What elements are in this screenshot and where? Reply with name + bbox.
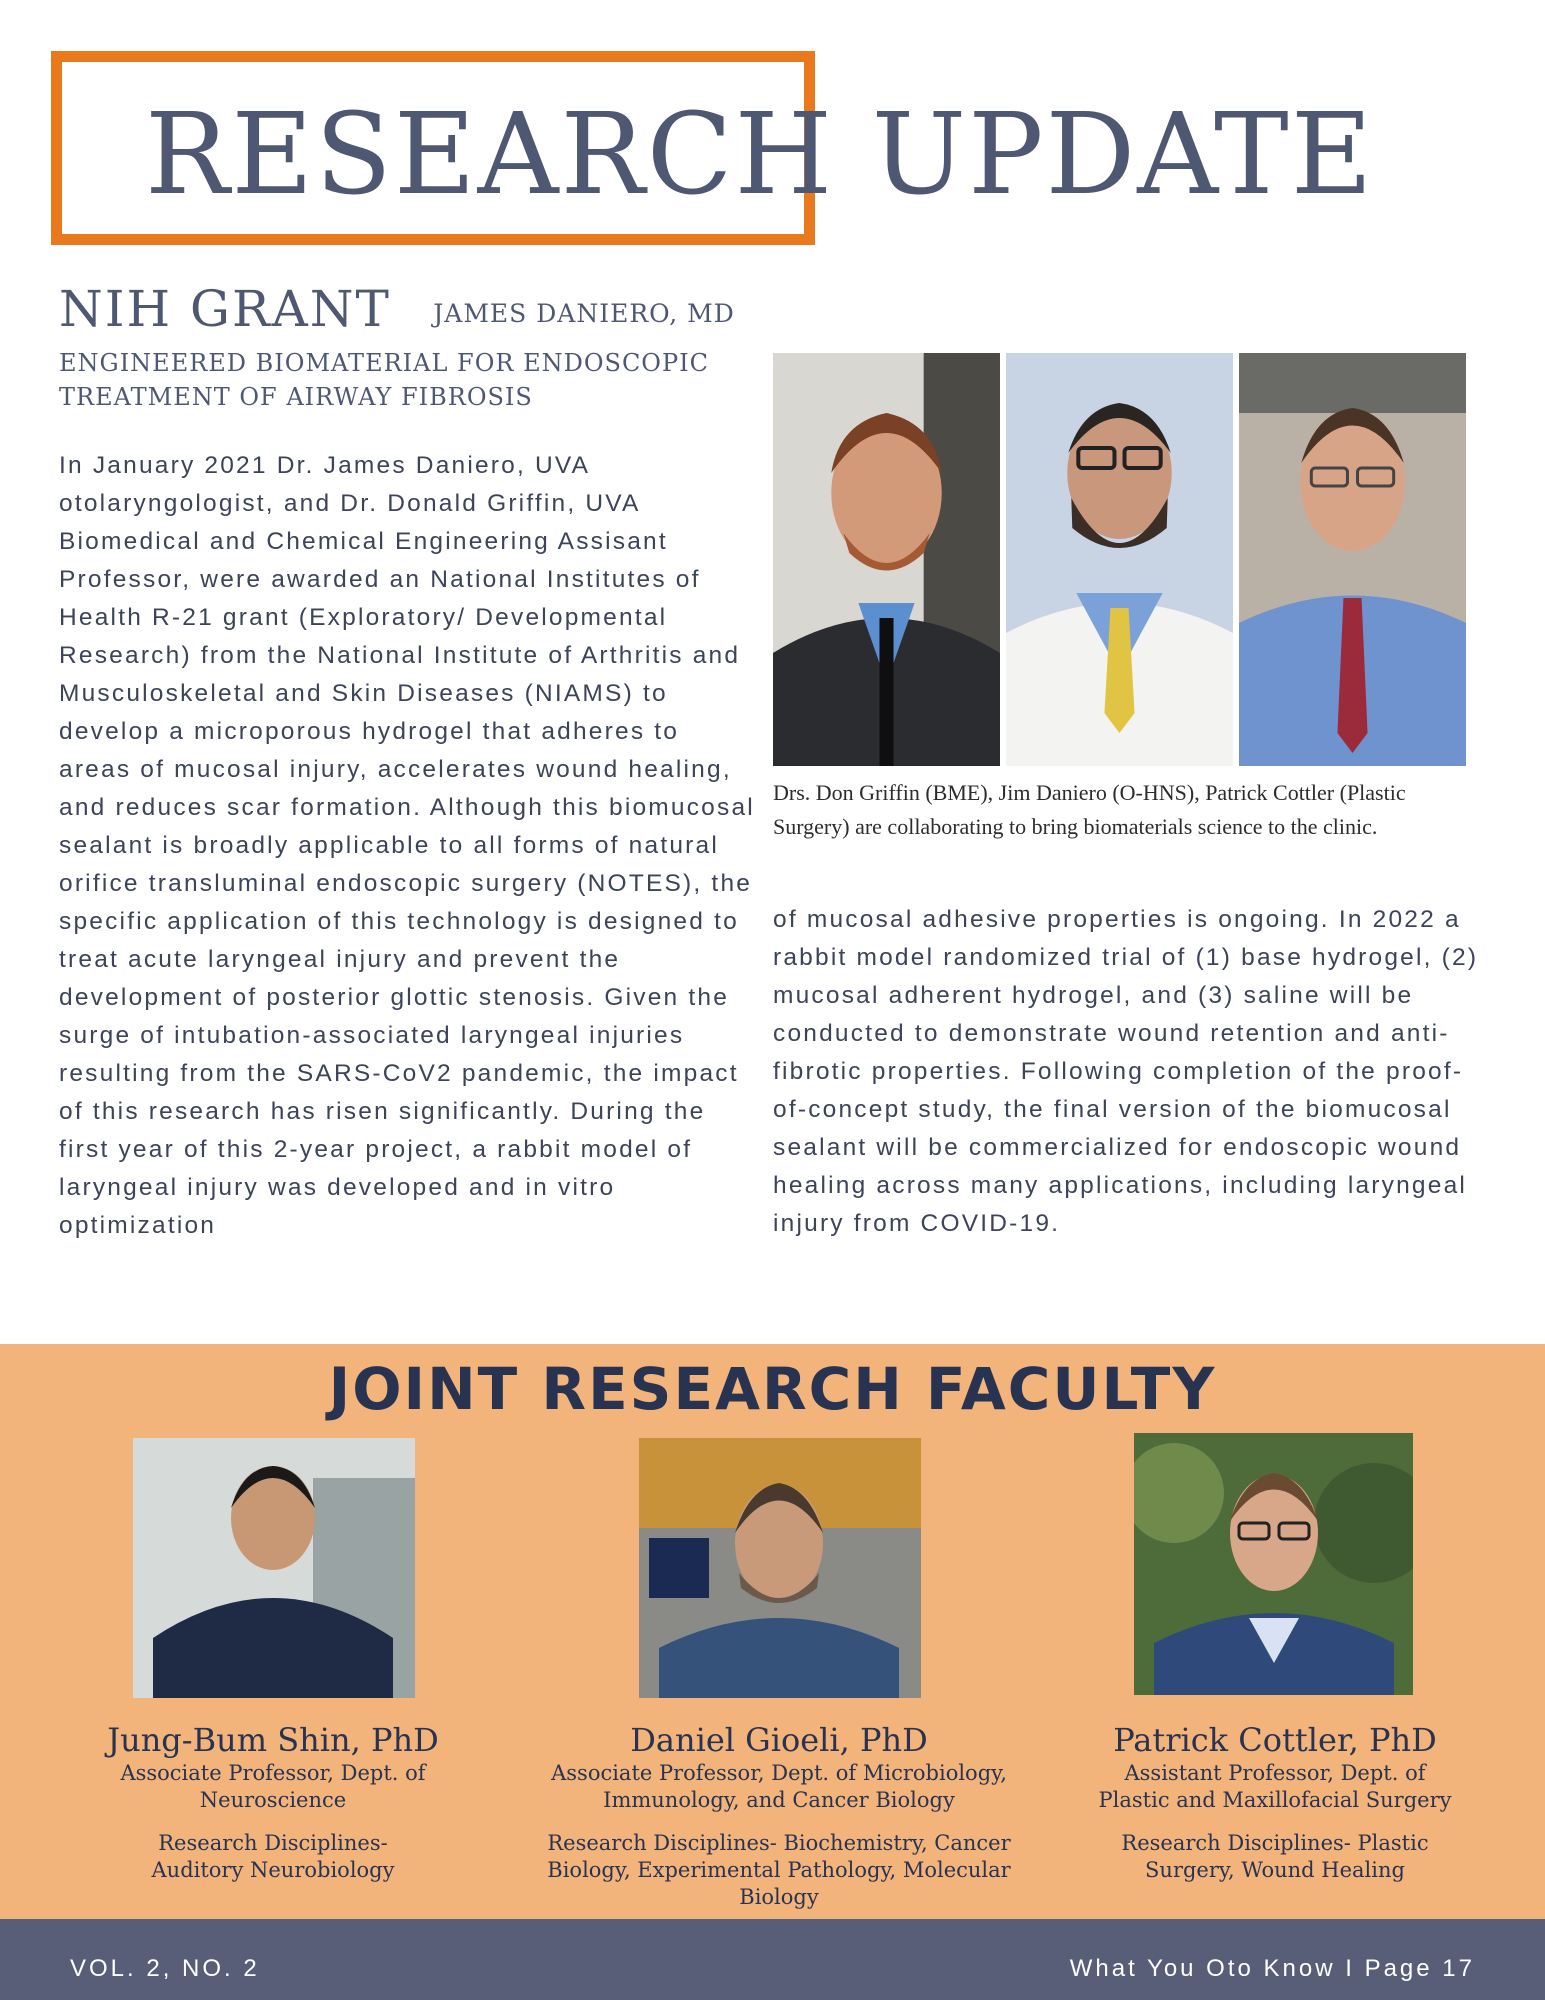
footer-volume: VOL. 2, NO. 2	[70, 1955, 260, 1982]
faculty-title-text: Assistant Professor, Dept. of Plastic and Maxillofacial Surgery	[1098, 1761, 1452, 1812]
faculty-name: Jung-Bum Shin, PhD	[107, 1721, 439, 1759]
faculty-name: Daniel Gioeli, PhD	[630, 1721, 928, 1759]
photo-jung-bum-shin	[133, 1438, 415, 1698]
grant-author: JAMES DANIERO, MD	[433, 299, 735, 328]
photo-patrick-cottler	[1134, 1433, 1413, 1695]
faculty-disciplines: Research Disciplines- Plastic Surgery, Wound Healing	[1121, 1831, 1429, 1882]
faculty-title-text: Associate Professor, Dept. of Neuroscience	[120, 1761, 426, 1812]
faculty-title-text: Associate Professor, Dept. of Microbiology, Immunology, and Cancer Biology	[551, 1761, 1007, 1812]
grant-subtitle-line-1: ENGINEERED BIOMATERIAL FOR ENDOSCOPIC	[59, 349, 709, 377]
grant-body-right: of mucosal adhesive properties is ongoing. In 2022 a rabbit model randomized trial of (1) base hydrogel, (2) mucosal adherent hydrogel, and (3) saline will be conducted to demonstrate wound retention and anti-fibrotic properties. Following completion of the proof-of-concept study, the final version of the biomucosal sealant will be commercialized for endoscopic wound healing across many applications, including laryngeal injury from COVID-19.	[773, 906, 1479, 1237]
photo-researcher-1	[773, 353, 1000, 766]
grant-heading	[59, 280, 735, 338]
grant-subtitle-line-2: TREATMENT OF AIRWAY FIBROSIS	[59, 383, 533, 411]
grant-body-left: In January 2021 Dr. James Daniero, UVA otolaryngologist, and Dr. Donald Griffin, UVA Biomedical and Chemical Engineering Assisant Professor, were awarded an National Institutes of Health R-21 grant (Exploratory/ Developmental Research) from the National Institute of Arthritis and Musculoskeletal and Skin Diseases (NIAMS) to develop a microporous hydrogel that adheres to areas of mucosal injury, accelerates wound healing, and reduces scar formation. Although this biomucosal sealant is broadly applicable to all forms of natural orifice transluminal endoscopic surgery (NOTES), the specific application of this technology is designed to treat acute laryngeal injury and prevent the development of posterior glottic stenosis. Given the surge of intubation-associated laryngeal injuries resulting from the SARS-CoV2 pandemic, the impact of this research has risen significantly. During the first year of this 2-year project, a rabbit model of laryngeal injury was developed and in vitro optimization	[59, 452, 755, 1239]
faculty-card-shin	[38, 1438, 508, 1908]
photo-daniel-gioeli	[639, 1438, 921, 1698]
researchers-photo-strip	[773, 353, 1466, 766]
faculty-card-cottler	[1040, 1433, 1510, 1908]
faculty-card-gioeli	[544, 1438, 1014, 1908]
faculty-disciplines: Research Disciplines- Biochemistry, Cancer Biology, Experimental Pathology, Molecular Biology	[547, 1831, 1011, 1909]
faculty-title: JOINT RESEARCH FACULTY	[328, 1355, 1217, 1423]
photo-caption: Drs. Don Griffin (BME), Jim Daniero (O-HNS), Patrick Cottler (Plastic Surgery) are collaborating to bring biomaterials science to the clinic.	[773, 780, 1406, 839]
photo-researcher-3	[1239, 353, 1466, 766]
grant-subtitle	[59, 346, 759, 414]
grant-label: NIH GRANT	[59, 280, 391, 338]
photo-researcher-2	[1006, 353, 1233, 766]
faculty-name: Patrick Cottler, PhD	[1113, 1721, 1437, 1759]
faculty-disciplines: Research Disciplines- Auditory Neurobiology	[151, 1831, 395, 1882]
page-title: RESEARCH UPDATE	[145, 90, 1375, 220]
footer-page: What You Oto Know I Page 17	[1069, 1955, 1475, 1982]
